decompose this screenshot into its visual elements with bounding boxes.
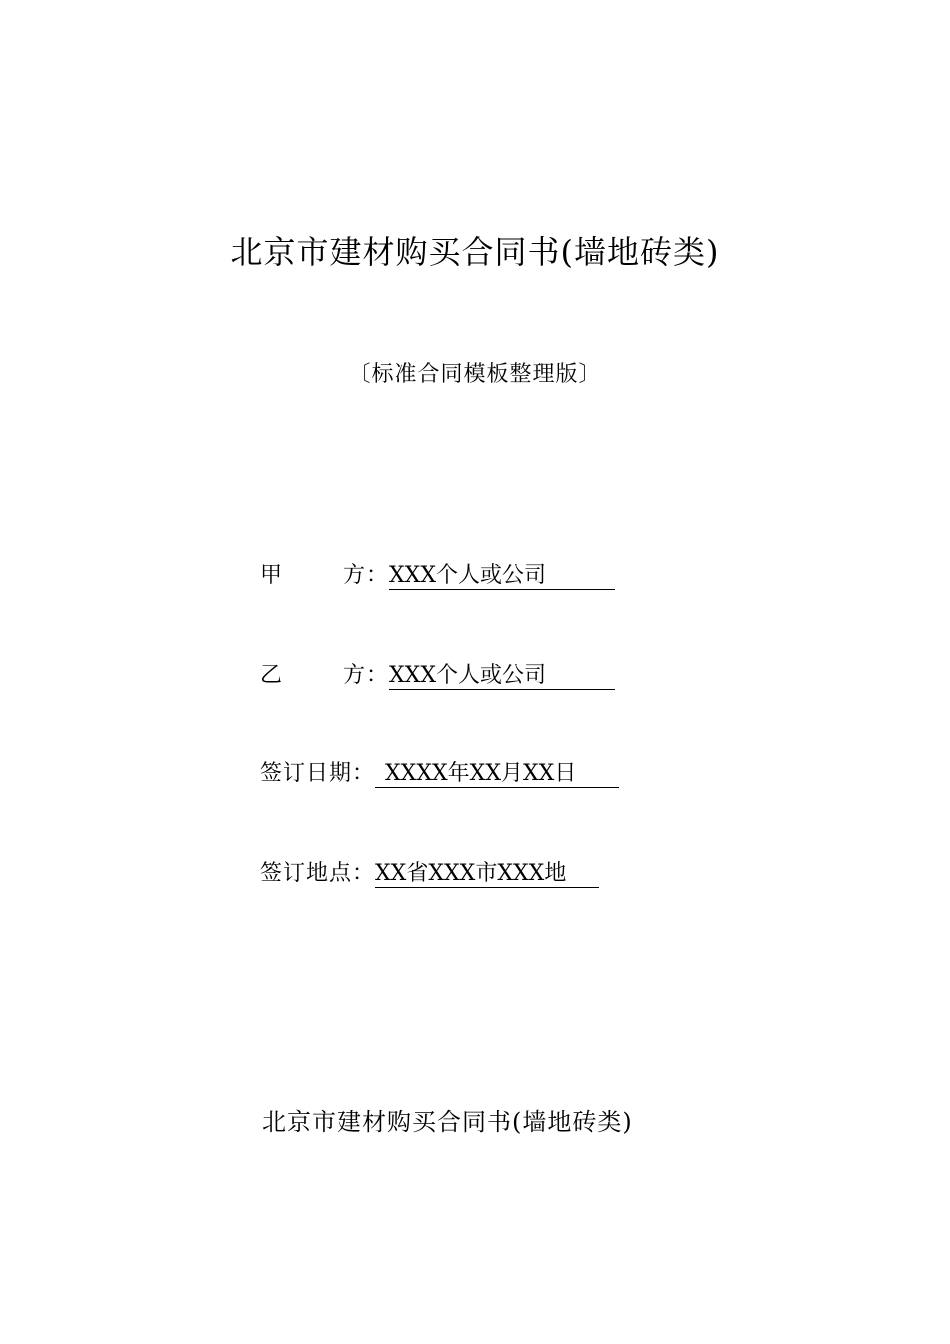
party-a-value: XXX个人或公司 [389,563,615,590]
sign-place-value: XX省XXX市XXX地 [375,861,599,888]
document-title: 北京市建材购买合同书(墙地砖类) [230,233,720,271]
party-a-label-first: 甲 [260,563,284,588]
party-a-label [260,560,389,592]
party-b-value: XXX个人或公司 [389,663,615,690]
party-a-field [260,560,615,592]
sign-date-label: 签订日期： [260,761,376,786]
sign-date-value: XXXX年XX月XX日 [375,761,619,788]
document-subtitle: 〔标准合同模板整理版〕 [348,362,602,387]
sign-place-label: 签订地点： [260,861,376,886]
party-b-label-last: 方： [342,663,389,688]
footer-title: 北京市建材购买合同书(墙地砖类) [262,1108,633,1136]
party-b-field [260,660,615,692]
sign-date-field [260,758,619,790]
party-a-label-last: 方： [342,563,389,588]
sign-place-field [260,858,599,890]
party-b-label-first: 乙 [260,663,284,688]
party-b-label [260,660,389,692]
